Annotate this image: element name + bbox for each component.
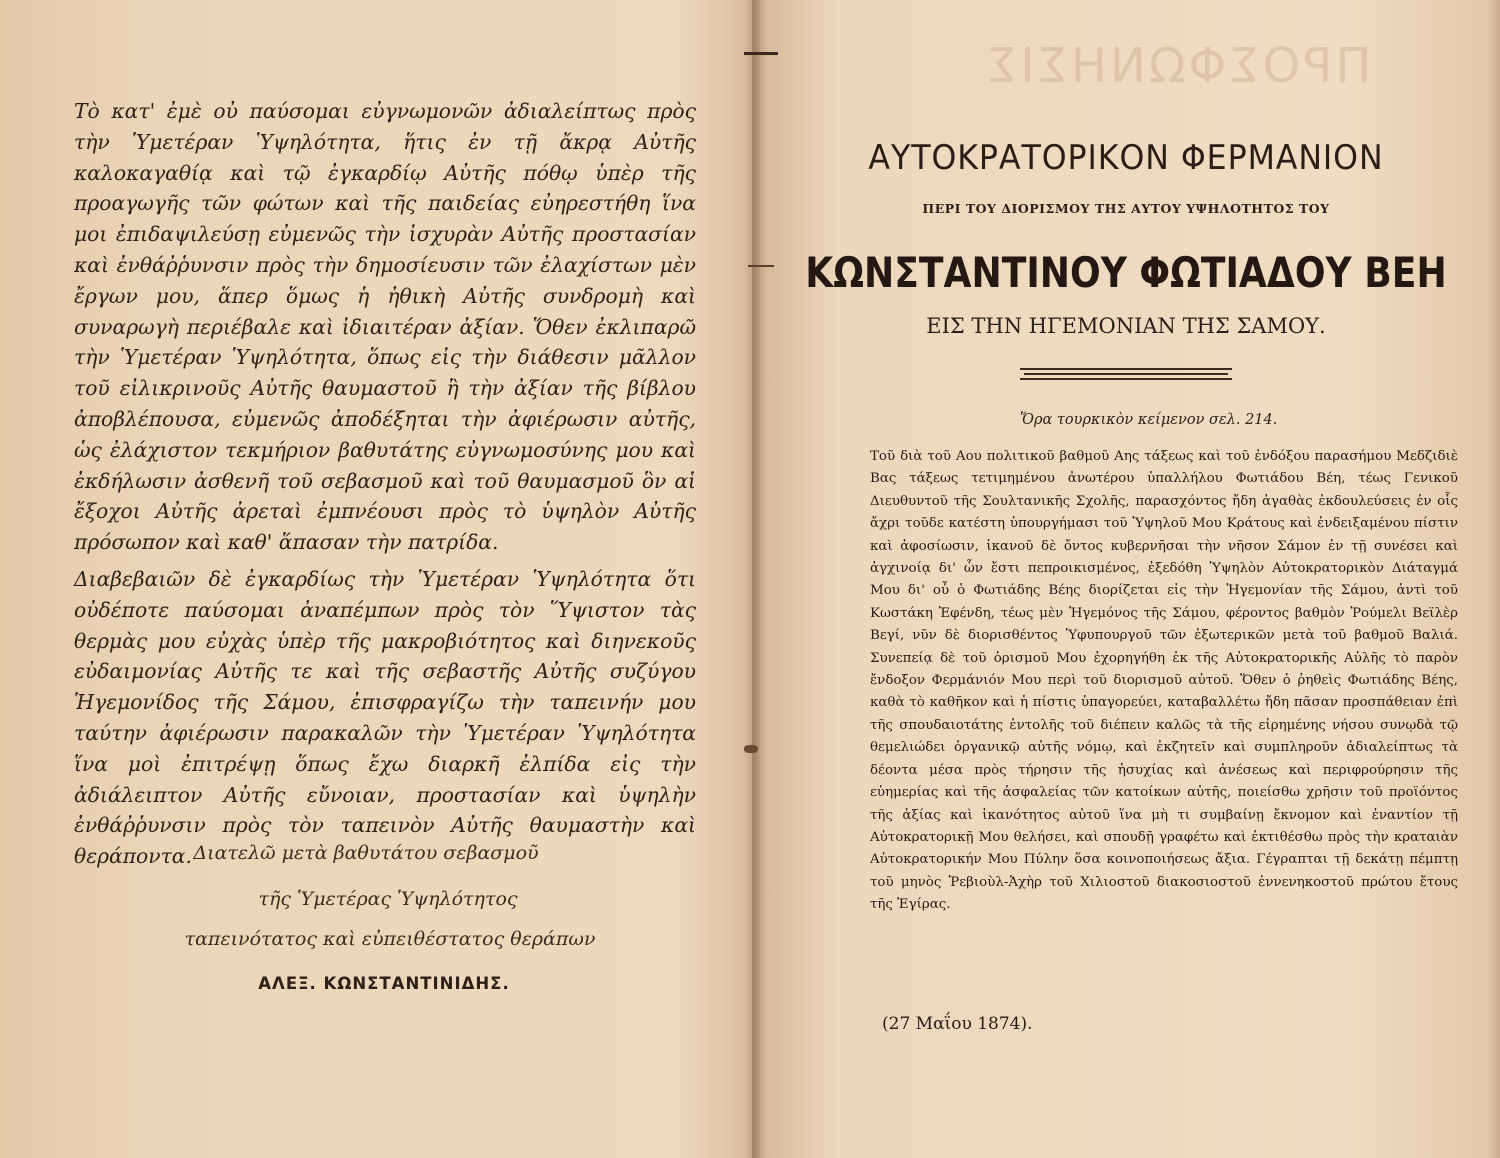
dedication-text [74,96,696,872]
right-page [752,0,1500,1158]
closing-line-1: Διατελῶ μετὰ βαθυτάτου σεβασμοῦ [193,842,539,864]
name-heading: ΚΩΝΣΤΑΝΤΙΝΟΥ ΦΩΤΙΑΔΟΥ ΒΕΗ [805,248,1447,297]
bleed-through-title: ΠΡΟΣΦΩΝΗΣΙΣ [984,38,1372,94]
reference-note: Ὅρα τουρκικὸν κείμενον σελ. 214. [1020,412,1278,428]
signature: ΑΛΕΞ. ΚΩΝΣΤΑΝΤΙΝΙΔΗΣ. [258,974,510,993]
ornamental-rule [1020,368,1232,382]
title-tagline: ΕΙΣ ΤΗΝ ΗΓΕΜΟΝΙΑΝ ΤΗΣ ΣΑΜΟΥ. [926,314,1326,338]
page-subtitle: ΠΕΡΙ ΤΟΥ ΔΙΟΡΙΣΜΟΥ ΤΗΣ ΑΥΤΟΥ ΥΨΗΛΟΤΗΤΟΣ ΤΟΥ [922,201,1330,216]
firman-date: (27 Μαΐου 1874). [882,1014,1033,1034]
page-title: ΑΥΤΟΚΡΑΤΟΡΙΚΟΝ ΦΕΡΜΑΝΙΟΝ [868,138,1384,178]
closing-line-3: ταπεινότατος καὶ εὐπειθέστατος θεράπων [184,928,596,950]
page-edge-shadow [1488,0,1500,1158]
closing-line-2: τῆς Ὑμετέρας Ὑψηλότητος [258,888,518,910]
firman-body-text: Τοῦ διὰ τοῦ Αου πολιτικοῦ βαθμοῦ Αης τάξεως καὶ τοῦ ἐνδόξου παρασήμου Μεδζιδιὲ Βας τάξεως τετιμημένου ἀνωτέρου ὑπαλλήλου Φωτιάδου Βέη, τέως Γενικοῦ Διευθυντοῦ τῆς Σουλτανικῆς Σχολῆς, παρασχόντος ἤδη ἀγαθὰς ἐκδουλεύσεις ἐν οἷς ἄχρι τοῦδε κατέστη ὑπουργήμασι τοῦ Ὑψηλοῦ Μου Κράτους καὶ ἐνδειξαμένου πίστιν καὶ ἀφοσίωσιν, ἱκανοῦ δὲ ὄντος κυβερνῆσαι τὴν νῆσον Σάμον ἐν τῇ συνέσει καὶ ἀγχινοίᾳ δι' ὧν ἔστι πεπροικισμένος, ἐξεδόθη Ὑψηλὸν Αὐτοκρατορικὸν Διάταγμά Μου δι' οὗ ὁ Φωτιάδης Βέης διορίζεται εἰς τὴν Ἡγεμονίαν τῆς Σάμου, ἀντὶ τοῦ Κωστάκη Ἐφένδη, τέως μὲν Ἡγεμόνος τῆς Σάμου, φέροντος βαθμὸν Ῥούμελι Βεϊλὲρ Βεγί, νῦν δὲ διορισθέντος Ὑφυπουργοῦ τῶν ἐξωτερικῶν μετὰ τοῦ βαθμοῦ Βαλιά. Συνεπείᾳ δὲ τοῦ ὁρισμοῦ Μου ἐχορηγήθη ἐκ τῆς Αὐτοκρατορικῆς Αὐλῆς τὸ παρὸν ἔνδοξον Φερμάνιόν Μου περὶ τοῦ διορισμοῦ αὐτοῦ. Ὅθεν ὁ ῥηθεὶς Φωτιάδης Βέης, καθὰ τὸ καθῆκον καὶ ἡ πίστις ὑπαγορεύει, καταβαλλέτω ἤδη πᾶσαν προσπάθειαν ἐπὶ τῆς σπουδαιοτάτης ἐντολῆς τοῦ διέπειν καλῶς τὰ τῆς εἰρημένης νήσου συνῳδὰ τῷ θεμελιώδει ὀργανικῷ αὐτῆς νόμῳ, καὶ ἐκζητεῖν καὶ συμπληροῦν ἀδιαλείπτως τὰ δέοντα μέσα πρὸς τήρησιν τῆς ἡσυχίας καὶ ἀνέσεως καὶ περιφρούρησιν τῆς εὐημερίας καὶ τῆς ἀσφαλείας τῶν κατοίκων αὐτῆς, ποιείσθω χρῆσιν τοῦ προϊόντος τῆς ἀξίας καὶ ἱκανότητος αὐτοῦ ἵνα μὴ τι συμβαίνῃ ἔκνομον καὶ ἐναντίον τῇ Αὐτοκρατορικῇ Μου θελήσει, καὶ σπουδῇ γραφέτω καὶ ἐκτιθέσθω πρὸς τὴν κραταιὰν Αὐτοκρατορικήν Μου Πύλην ὅσα κοινοποιήσεως ἄξια. Γέγραπται τῇ δεκάτῃ πέμπτῃ τοῦ μηνὸς Ῥεβιοὺλ-Ἀχὴρ τοῦ Χιλιοστοῦ διακοσιοστοῦ ἐννενηκοστοῦ πρώτου ἔτους τῆς Ἐγίρας. [870,449,1458,913]
dedication-paragraph-1: Τὸ κατ' ἐμὲ οὐ παύσομαι εὐγνωμονῶν ἀδιαλείπτως πρὸς τὴν Ὑμετέραν Ὑψηλότητα, ἥτις ἐν τῇ ἄκρᾳ Αὐτῆς καλοκαγαθίᾳ καὶ τῷ ἐγκαρδίῳ Αὐτῆς πόθῳ ὑπὲρ τῆς προαγωγῆς τῶν φώτων καὶ τῆς παιδείας εὐηρεστήθη ἵνα μοι ἐπιδαψιλεύσῃ εὐμενῶς τὴν ἰσχυρὰν Αὐτῆς προστασίαν καὶ ἐνθάῤῥυνσιν πρὸς τὴν δημοσίευσιν τῶν ἐλαχίστων μὲν ἔργων μου, ἅπερ ὅμως ἡ ἠθικὴ Αὐτῆς συνδρομὴ καὶ συναρωγὴ περιέβαλε καὶ ἰδιαιτέραν ἀξίαν. Ὅθεν ἐκλιπαρῶ τὴν Ὑμετέραν Ὑψηλότητα, ὅπως εἰς τὴν διάθεσιν μᾶλλον τοῦ εἰλικρινοῦς Αὐτῆς θαυμαστοῦ ἢ τὴν ἀξίαν τῆς βίβλου ἀποβλέπουσα, εὐμενῶς ἀποδέξηται τὴν ἀφιέρωσιν αὐτῆς, ὡς ἐλάχιστον τεκμήριον βαθυτάτης εὐγνωμοσύνης μου καὶ ἐκδήλωσιν ἀσθενῆ τοῦ σεβασμοῦ καὶ τοῦ θαυμασμοῦ ὃν αἱ ἔξοχοι Αὐτῆς ἀρεταὶ ἐμπνέουσι πρὸς τὸ ὑψηλὸν Αὐτῆς πρόσωπον καὶ καθ' ἅπασαν τὴν πατρίδα. [74,99,696,555]
dedication-paragraph-2: Διαβεβαιῶν δὲ ἐγκαρδίως τὴν Ὑμετέραν Ὑψηλότητα ὅτι οὐδέποτε παύσομαι ἀναπέμπων πρὸς τὸν Ὕψιστον τὰς θερμὰς μου εὐχὰς ὑπὲρ τῆς μακροβιότητος καὶ διηνεκοῦς εὐδαιμονίας Αὐτῆς τε καὶ τῆς σεβαστῆς Αὐτῆς συζύγου Ἡγεμονίδος τῆς Σάμου, ἐπισφραγίζω τὴν ταπεινήν μου ταύτην ἀφιέρωσιν παρακαλῶν τὴν Ὑμετέραν Ὑψηλότητα ἵνα μοὶ ἐπιτρέψῃ ὅπως ἔχω διαρκῆ ἐλπίδα εἰς τὴν ἀδιάλειπτον Αὐτῆς εὔνοιαν, προστασίαν καὶ ὑψηλὴν ἐνθάῤῥυνσιν πρὸς τὸν ταπεινὸν Αὐτῆς θαυμαστὴν καὶ θεράποντα. [74,566,696,869]
